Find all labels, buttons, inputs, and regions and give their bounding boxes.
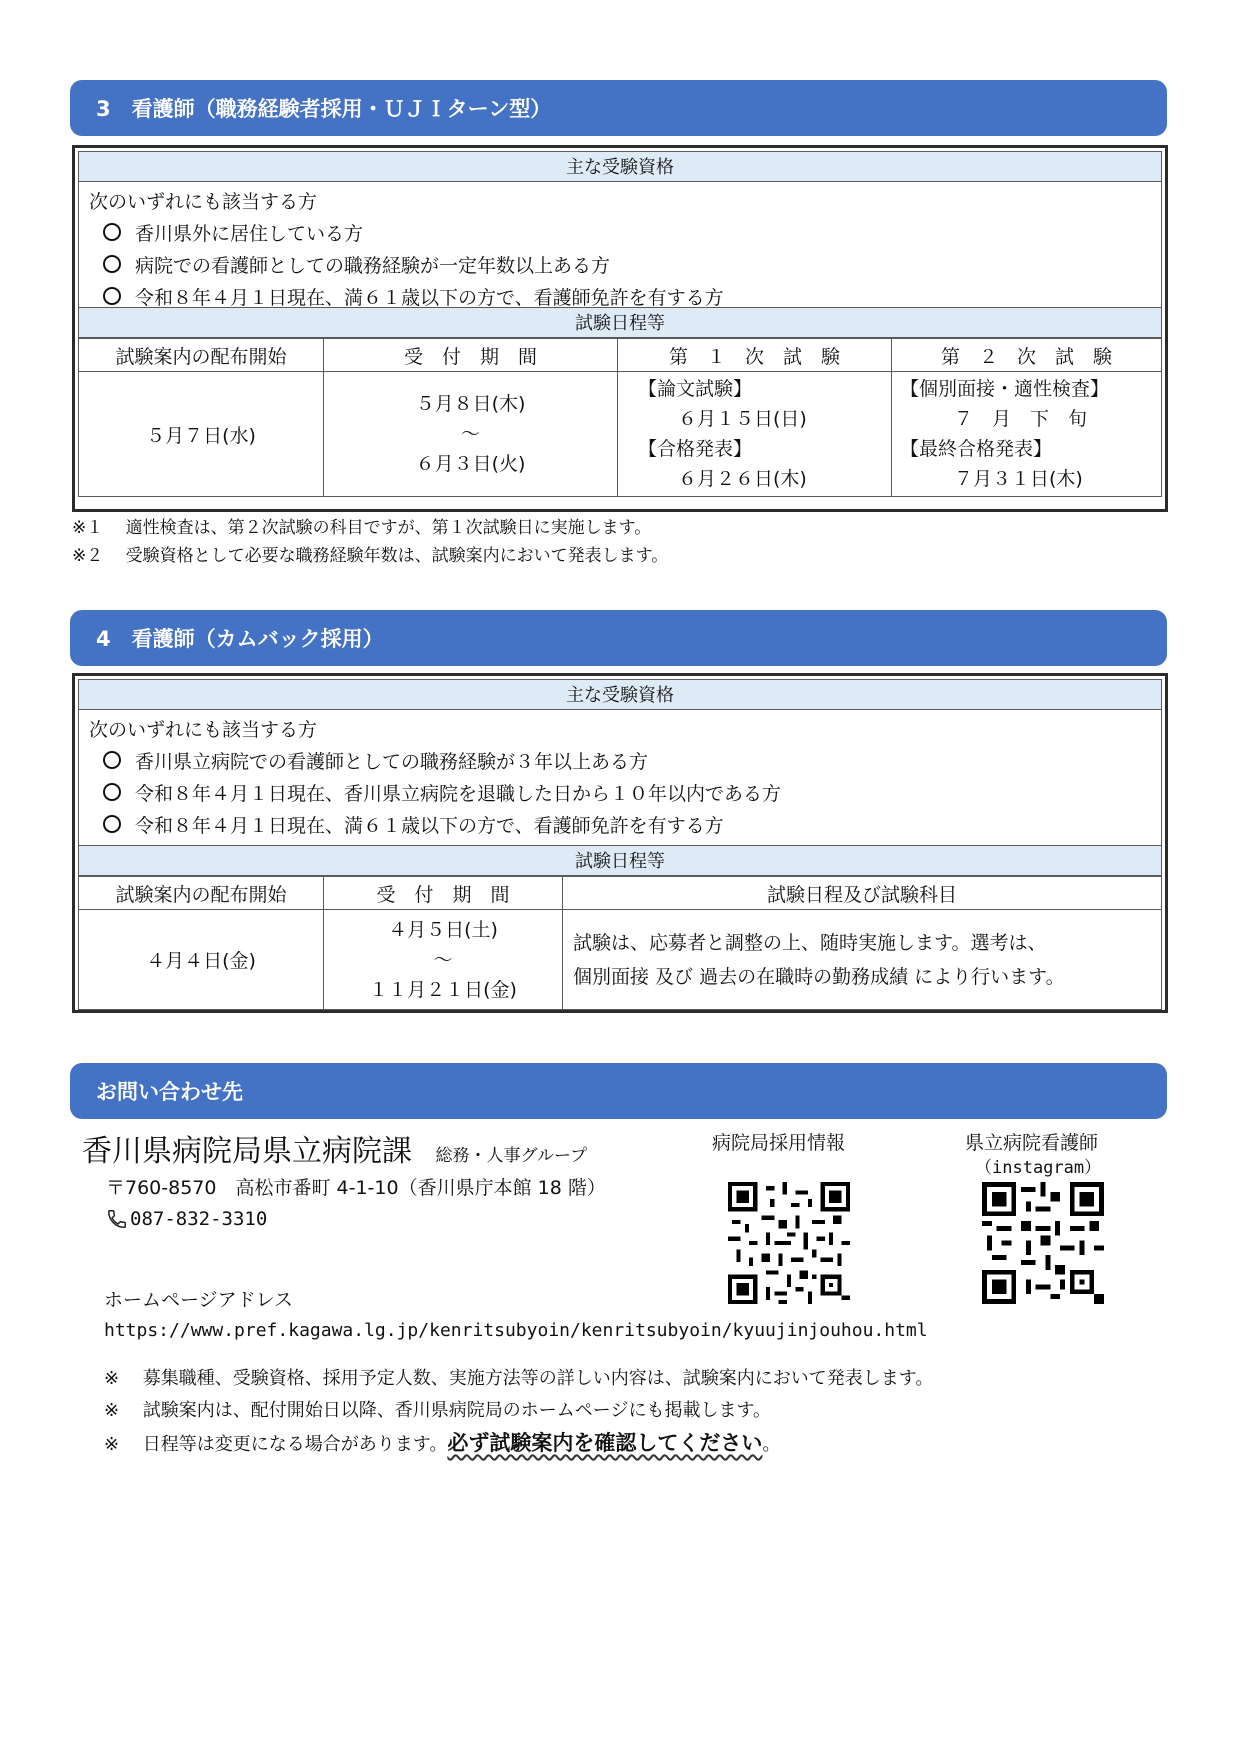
section4-schedule-header: 試験日程等 [78,845,1162,876]
section4-box [72,673,1168,1013]
contact-address: 〒760-8570 高松市番町 4-1-10（香川県庁本館 18 階） [106,1177,606,1199]
footer-notes [104,1363,933,1461]
list-item: 令和８年４月１日現在、満６１歳以下の方で、看護師免許を有する方 [89,282,1151,314]
list-item: 病院での看護師としての職務経験が一定年数以上ある方 [89,250,1151,282]
section4-qual-intro: 次のいずれにも該当する方 [89,719,318,741]
section4-qual-header: 主な受験資格 [78,679,1162,710]
list-item: 令和８年４月１日現在、満６１歳以下の方で、看護師免許を有する方 [89,810,1151,842]
contact-group: 総務・人事グループ [435,1146,588,1166]
section3-qual-list [78,182,1162,307]
contact-phone: 087-832-3310 [106,1208,267,1230]
note: ※ 日程等は変更になる場合があります。必ず試験案内を確認してください。 [104,1431,781,1455]
note: ※２ 受験資格として必要な職務経験年数は、試験案内において発表します。 [72,546,669,566]
circle-icon [103,287,121,305]
column-header: 受 付 期 間 [324,877,563,910]
qr2-label: 県立病院看護師 [965,1132,1099,1154]
qr1-label: 病院局採用情報 [712,1132,846,1154]
list-item: 香川県外に居住している方 [89,218,1151,250]
note: ※ 募集職種、受験資格、採用予定人数、実施方法等の詳しい内容は、試験案内において発表します。 [104,1368,934,1389]
section3-schedule-table [78,338,1162,497]
qr2-sublabel: （instagram） [975,1158,1102,1178]
qr-code-icon[interactable] [728,1182,850,1304]
list-item: 令和８年４月１日現在、香川県立病院を退職した日から１０年以内である方 [89,778,1151,810]
column-header: 試験案内の配布開始 [79,877,324,910]
first-exam: 【論文試験】 ６月１５日(日) 【合格発表】 ６月２６日(木) [618,372,892,497]
column-header: 試験日程及び試験科目 [563,877,1162,910]
section4-schedule-table [78,876,1162,1010]
column-header: 試験案内の配布開始 [79,339,324,372]
phone-icon [106,1208,128,1230]
second-exam: 【個別面接・適性検査】 ７ 月 下 旬 【最終合格発表】 ７月３１日(木) [892,372,1162,497]
column-header: 第 ２ 次 試 験 [892,339,1162,372]
section4-title: 4 看護師（カムバック採用） [96,627,384,651]
section3-notes [72,514,668,570]
instagram-qr-code-icon[interactable] [982,1182,1104,1304]
section3-box [72,145,1168,512]
note: ※１ 適性検査は、第２次試験の科目ですが、第１次試験日に実施します。 [72,518,652,538]
circle-icon [103,255,121,273]
contact-org: 香川県病院局県立病院課 総務・人事グループ [82,1134,588,1169]
section3-qual-intro: 次のいずれにも該当する方 [89,191,318,213]
list-item: 香川県立病院での看護師としての職務経験が３年以上ある方 [89,746,1151,778]
note: ※ 試験案内は、配付開始日以降、香川県病院局のホームページにも掲載します。 [104,1400,771,1421]
distribution-date: ５月７日(水) [79,372,324,497]
column-header: 受 付 期 間 [324,339,618,372]
contact-banner [70,1063,1167,1119]
exam-description: 試験は、応募者と調整の上、随時実施します。選考は、 個別面接 及び 過去の在職時の勤務成績 により行います。 [563,910,1162,1010]
reception-period: ５月８日(木) ～ ６月３日(火) [324,372,618,497]
contact-title: お問い合わせ先 [96,1080,243,1104]
section4-banner [70,610,1167,666]
section3-schedule-header: 試験日程等 [78,307,1162,338]
emphasis-text: 必ず試験案内を確認してください [447,1431,763,1455]
reception-period: ４月５日(土) ～ １１月２１日(金) [324,910,563,1010]
distribution-date: ４月４日(金) [79,910,324,1010]
section3-qual-header: 主な受験資格 [78,151,1162,182]
circle-icon [103,783,121,801]
section3-title: 3 看護師（職務経験者採用・ＵＪＩターン型） [96,97,552,121]
section3-banner [70,80,1167,136]
homepage-label: ホームページアドレス [104,1289,294,1311]
circle-icon [103,815,121,833]
circle-icon [103,751,121,769]
column-header: 第 １ 次 試 験 [618,339,892,372]
section4-qual-list [78,710,1162,845]
homepage-url-link[interactable]: https://www.pref.kagawa.lg.jp/kenritsubyoin/kenritsubyoin/kyuujinjouhou.html [104,1320,928,1341]
circle-icon [103,223,121,241]
